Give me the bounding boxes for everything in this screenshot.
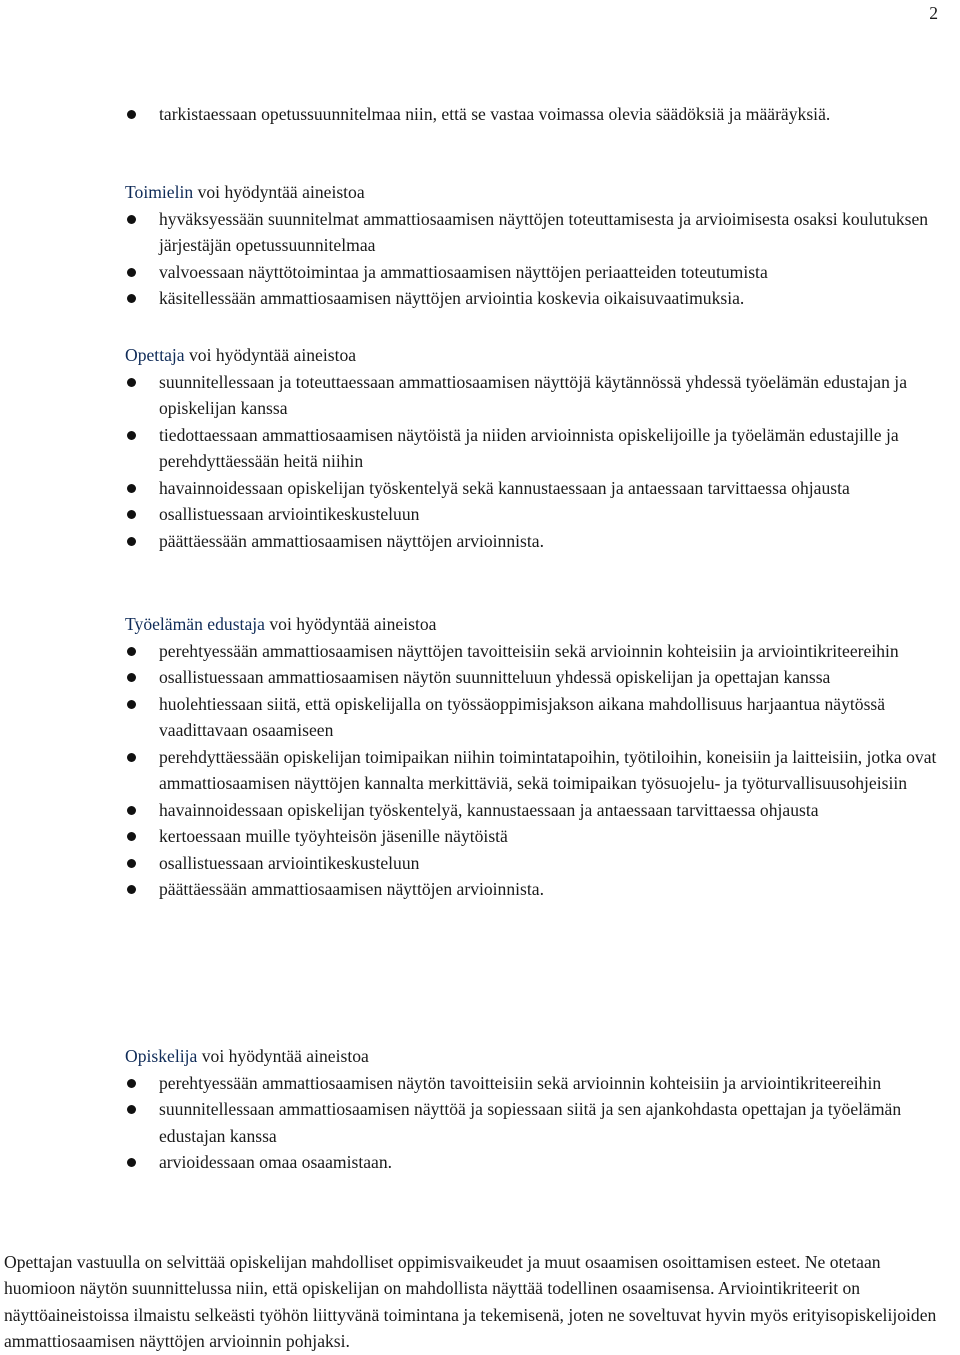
heading-accent: Toimielin [125, 182, 194, 202]
list-item: osallistuessaan ammattiosaamisen näytön suunnitteluun yhdessä opiskelijan ja opettajan kanssa [125, 664, 945, 691]
list-item: huolehtiessaan siitä, että opiskelijalla on työssäoppimisjakson aikana mahdollisuus harjaantua näytössä vaadittavaan osaamiseen [125, 691, 945, 744]
heading-rest: voi hyödyntää aineistoa [197, 1046, 369, 1066]
list-item: havainnoidessaan opiskelijan työskentelyä sekä kannustaessaan ja antaessaan tarvittaessa ohjausta [125, 475, 945, 502]
intro-list [125, 101, 945, 128]
list-item: osallistuessaan arviointikeskusteluun [125, 850, 945, 877]
section-heading [125, 179, 945, 206]
closing-paragraph: Opettajan vastuulla on selvittää opiskelijan mahdolliset oppimisvaikeudet ja muut osaamisen osoittamisen esteet. Ne otetaan huomioon näytön suunnittelussa niin, että opiskelijan on mahdollista näyttää todellinen osaamisensa. Arviointikriteerit on näyttöaineistoissa ilmaistu selkeästi työhön liittyvänä toimintana ja tekemisenä, joten ne soveltuvat hyvin myös erityisopiskelijoiden ammattiosaamisen näyttöjen arvioinnin pohjaksi. [4, 1251, 937, 1352]
toimielin-list [125, 206, 945, 312]
tyoelama-list [125, 638, 945, 903]
opettaja-list [125, 369, 945, 555]
list-item: perehtyessään ammattiosaamisen näyttöjen tavoitteisiin sekä arvioinnin kohteisiin ja arviointikriteereihin [125, 638, 945, 665]
toimielin-section [125, 179, 945, 312]
heading-rest: voi hyödyntää aineistoa [264, 614, 437, 634]
list-item: tarkistaessaan opetussuunnitelmaa niin, että se vastaa voimassa olevia säädöksiä ja määräyksiä. [125, 101, 945, 128]
heading-rest: voi hyödyntää aineistoa [193, 182, 365, 202]
list-item: hyväksyessään suunnitelmat ammattiosaamisen näyttöjen toteuttamisesta ja arvioimisesta osaksi koulutuksen järjestäjän opetussuunnitelmaa [125, 206, 945, 259]
list-item: osallistuessaan arviointikeskusteluun [125, 501, 945, 528]
list-item: päättäessään ammattiosaamisen näyttöjen arvioinnista. [125, 876, 945, 903]
section-heading [125, 1043, 945, 1070]
tyoelama-section [125, 611, 945, 903]
list-item: suunnitellessaan ja toteuttaessaan ammattiosaamisen näyttöjä käytännössä yhdessä työelämän edustajan ja opiskelijan kanssa [125, 369, 945, 422]
heading-accent: Opiskelija [125, 1046, 198, 1066]
section-heading [125, 342, 945, 369]
intro-section [125, 101, 945, 128]
list-item: päättäessään ammattiosaamisen näyttöjen arvioinnista. [125, 528, 945, 555]
list-item: perehtyessään ammattiosaamisen näytön tavoitteisiin sekä arvioinnin kohteisiin ja arviointikriteereihin [125, 1070, 945, 1097]
list-item: perehdyttäessään opiskelijan toimipaikan niihin toimintatapoihin, työtiloihin, koneisiin ja laitteisiin, jotka ovat ammattiosaamisen näyttöjen kannalta merkittäviä, sekä toimipaikan työsuojelu- ja työturvallisuusohjeisiin [125, 744, 945, 797]
list-item: tiedottaessaan ammattiosaamisen näytöistä ja niiden arvioinnista opiskelijoille ja työelämän edustajille ja perehdyttäessään heitä niihin [125, 422, 945, 475]
list-item: valvoessaan näyttötoimintaa ja ammattiosaamisen näyttöjen periaatteiden toteutumista [125, 259, 945, 286]
list-item: kertoessaan muille työyhteisön jäsenille näytöistä [125, 823, 945, 850]
list-item: havainnoidessaan opiskelijan työskentelyä, kannustaessaan ja antaessaan tarvittaessa ohjausta [125, 797, 945, 824]
section-heading [125, 611, 945, 638]
opiskelija-section [125, 1043, 945, 1176]
list-item: suunnitellessaan ammattiosaamisen näyttöä ja sopiessaan siitä ja sen ajankohdasta opettajan ja työelämän edustajan kanssa [125, 1096, 945, 1149]
list-item: käsitellessään ammattiosaamisen näyttöjen arviointia koskevia oikaisuvaatimuksia. [125, 285, 945, 312]
heading-accent: Opettaja [125, 345, 185, 365]
list-item: arvioidessaan omaa osaamistaan. [125, 1149, 945, 1176]
opettaja-section [125, 342, 945, 554]
heading-accent: Työelämän edustaja [125, 614, 265, 634]
opiskelija-list [125, 1070, 945, 1176]
page-number: 2 [929, 3, 938, 23]
heading-rest: voi hyödyntää aineistoa [184, 345, 357, 365]
